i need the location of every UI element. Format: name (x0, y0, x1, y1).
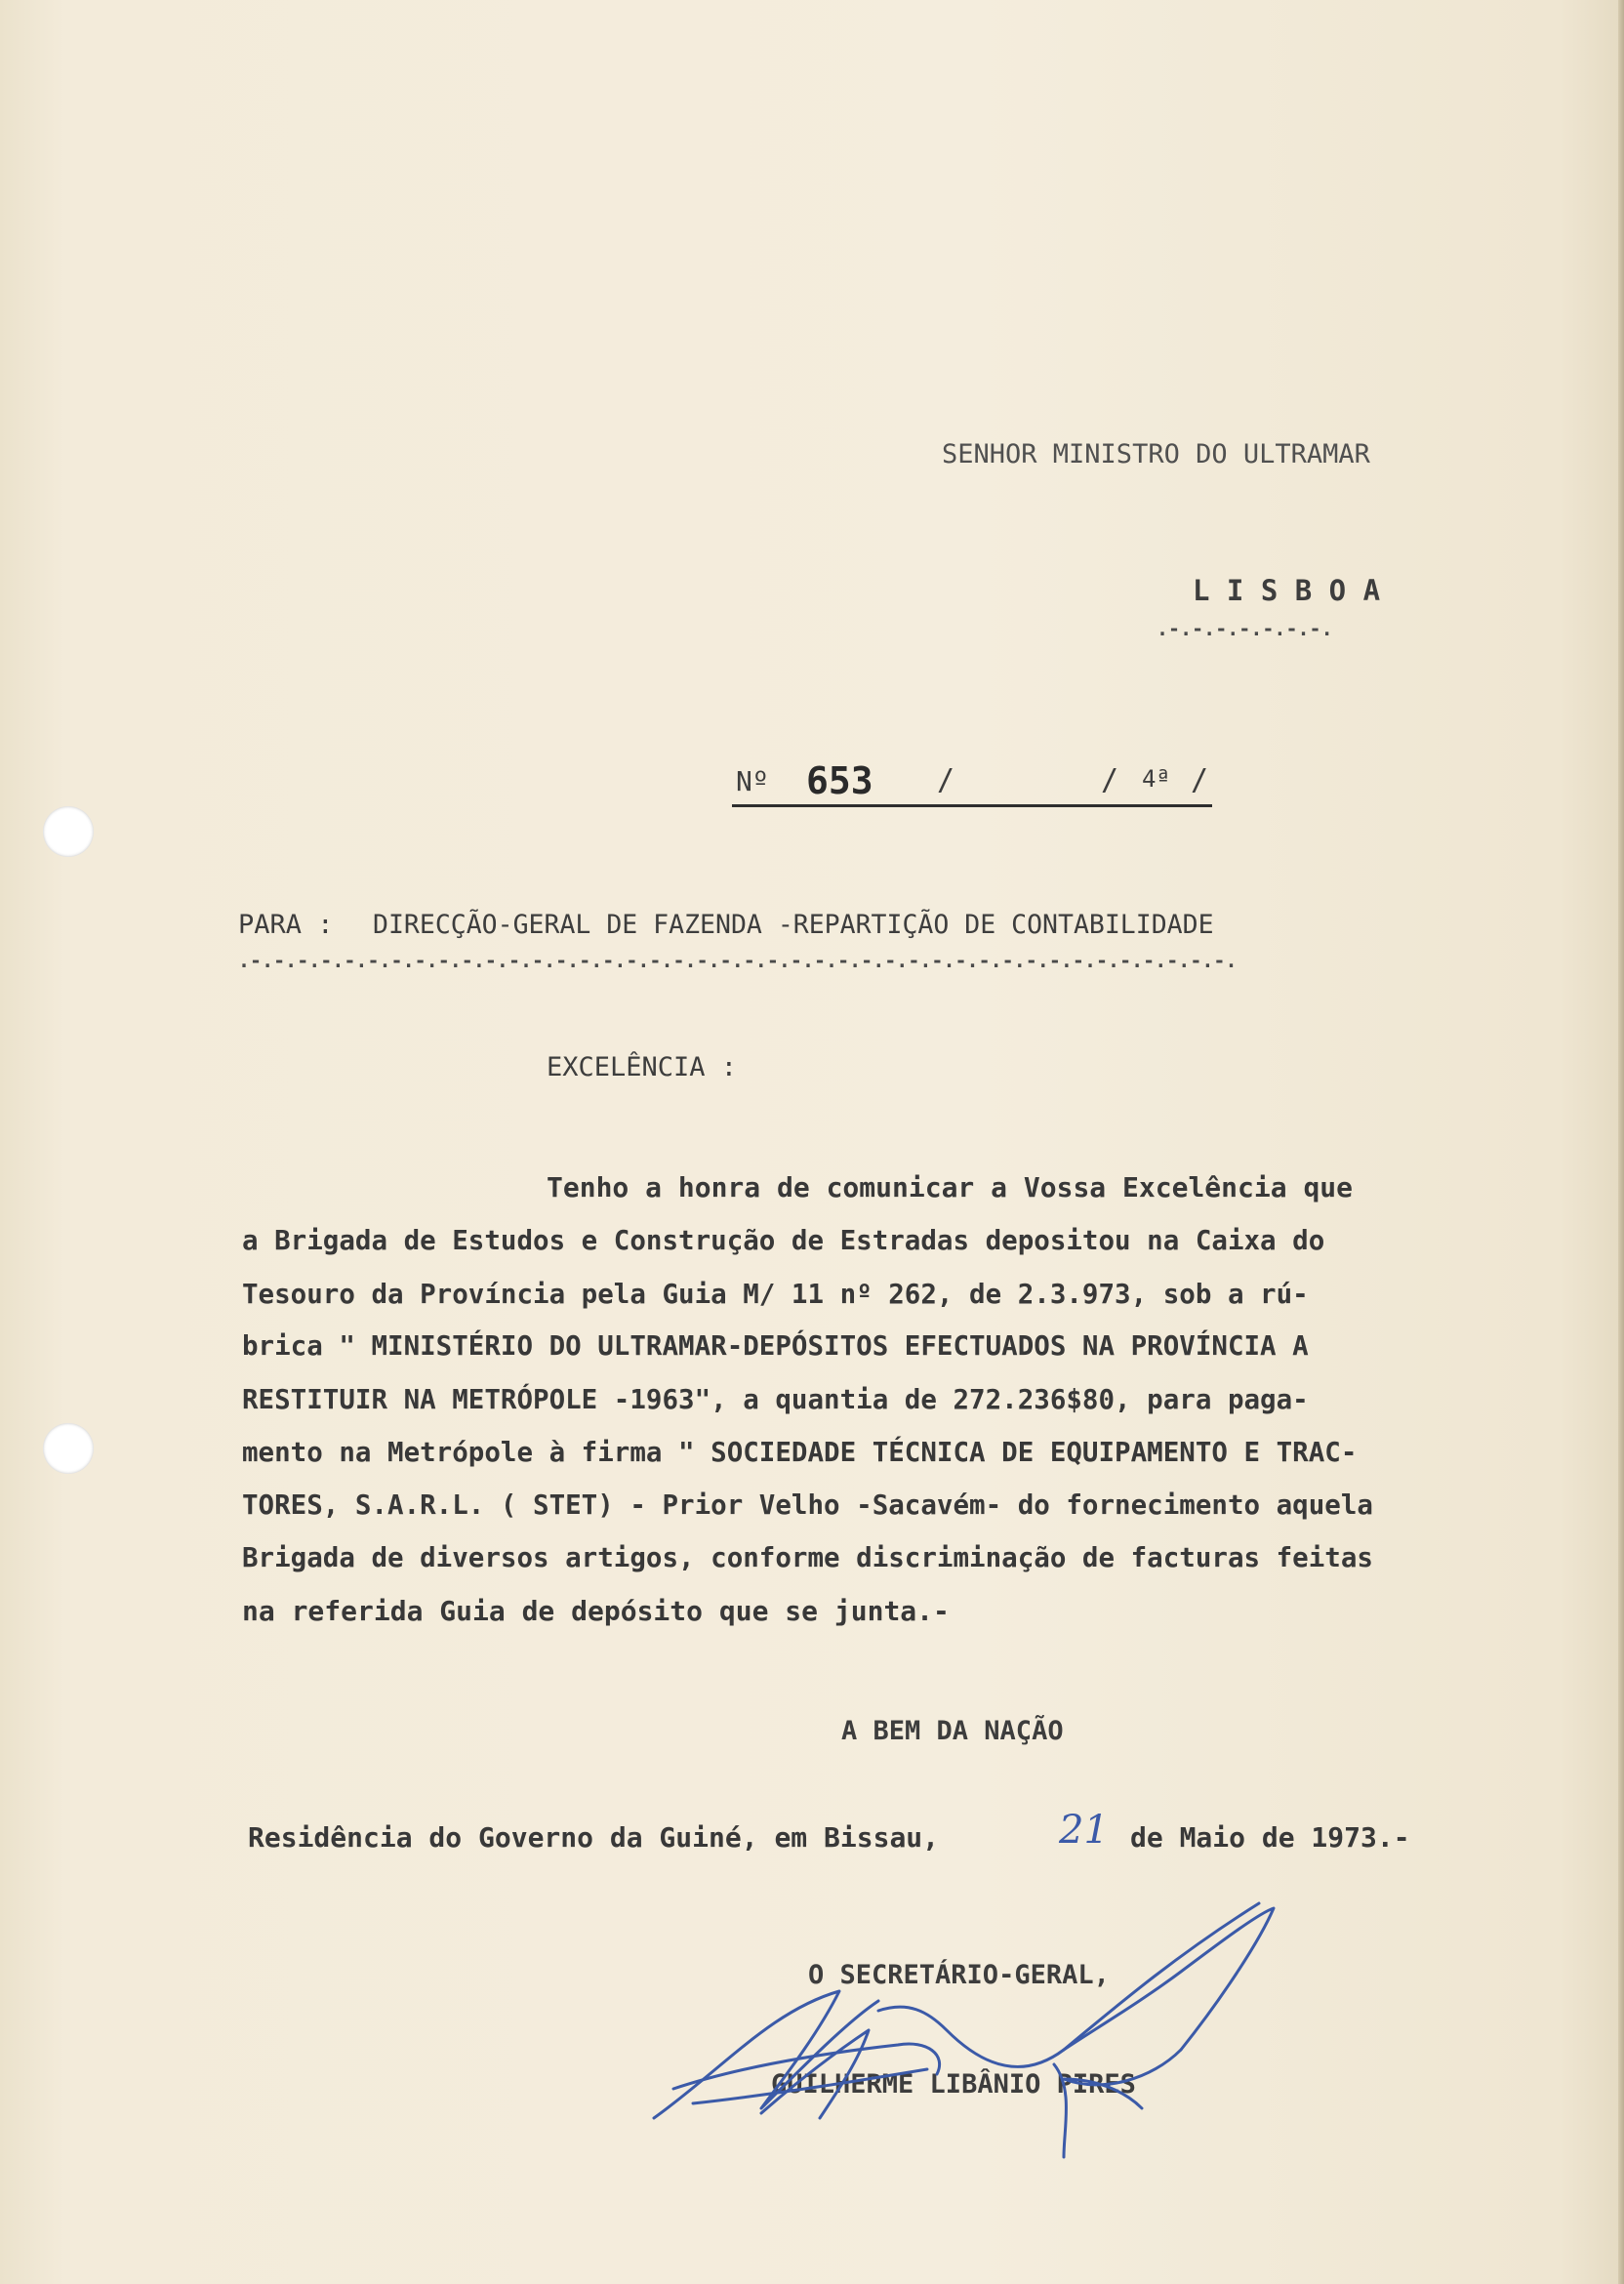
body-line: na referida Guia de depósito que se junta.- (242, 1595, 950, 1627)
recipient-title: SENHOR MINISTRO DO ULTRAMAR (942, 439, 1370, 469)
para-rule: .-.-.-.-.-.-.-.-.-.-.-.-.-.-.-.-.-.-.-.-.-.-.-.-.-.-.-.-.-.-.-.-.-.-.-.-.-.-.-.-.-.-. (238, 949, 1238, 972)
reference-separator-3: / (1191, 763, 1209, 797)
reference-section: 4ª (1142, 765, 1170, 793)
punch-hole-upper (43, 806, 94, 857)
signatory-name: GUILHERME LIBÂNIO PIRES (771, 2069, 1136, 2100)
para-destination: DIRECÇÃO-GERAL DE FAZENDA -REPARTIÇÃO DE CONTABILIDADE (373, 910, 1214, 940)
recipient-city: L I S B O A (1193, 574, 1381, 607)
dateline-text: Residência do Governo da Guiné, em Bissau, (248, 1821, 940, 1854)
paper-edge (1618, 0, 1624, 2284)
body-line: RESTITUIR NA METRÓPOLE -1963", a quantia de 272.236$80, para paga- (242, 1384, 1309, 1415)
reference-prefix: Nº (736, 765, 769, 797)
body-line: Tesouro da Província pela Guia M/ 11 nº 262, de 2.3.973, sob a rú- (242, 1279, 1309, 1310)
body-line: a Brigada de Estudos e Construção de Estradas depositou na Caixa do (242, 1225, 1325, 1256)
body-line: Tenho a honra de comunicar a Vossa Excelência que (547, 1171, 1354, 1203)
reference-number: 653 (806, 759, 873, 802)
signatory-role: O SECRETÁRIO-GERAL, (808, 1960, 1110, 1990)
reference-separator-2: / (1101, 763, 1119, 797)
reference-separator-1: / (937, 763, 955, 797)
body-line: mento na Metrópole à firma " SOCIEDADE TÉCNICA DE EQUIPAMENTO E TRAC- (242, 1437, 1358, 1468)
body-line: Brigada de diversos artigos, conforme discriminação de facturas feitas (242, 1542, 1373, 1573)
dateline-month-year: de Maio de 1973.- (1130, 1821, 1410, 1854)
body-line: TORES, S.A.R.L. ( STET) - Prior Velho -Sacavém- do fornecimento aquela (242, 1489, 1373, 1521)
punch-hole-lower (43, 1423, 94, 1474)
salutation: EXCELÊNCIA : (547, 1052, 738, 1082)
reference-line (732, 761, 1239, 820)
recipient-city-rule: .-.-.-.-.-.-.-. (1157, 617, 1333, 640)
reference-underline (732, 804, 1212, 807)
dateline-day: 21 (1059, 1808, 1109, 1853)
body-line: brica " MINISTÉRIO DO ULTRAMAR-DEPÓSITOS EFECTUADOS NA PROVÍNCIA A (242, 1330, 1309, 1362)
handwritten-signature (634, 1884, 1279, 2167)
closing: A BEM DA NAÇÃO (841, 1716, 1064, 1746)
para-label: PARA : (238, 910, 334, 940)
